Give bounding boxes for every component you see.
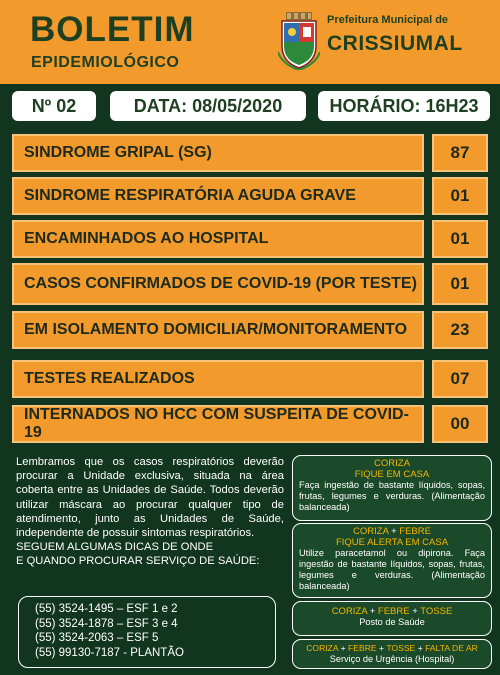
stat-label: SINDROME GRIPAL (SG): [12, 134, 424, 172]
tip-symptom: FEBRE: [377, 606, 410, 617]
tip-action: FIQUE EM CASA: [354, 469, 430, 480]
stat-row: [12, 263, 488, 305]
plus-sign: +: [340, 643, 346, 653]
stat-value: 23: [432, 311, 488, 349]
plus-sign: +: [412, 606, 418, 617]
tip-body: Utilize paracetamol ou dipirona. Faça ingestão de bastante líquidos, sopas, frutas, legumes e verduras. (Alimentação balanceada): [299, 548, 485, 591]
tip-body: Posto de Saúde: [359, 617, 425, 627]
tip-body: Serviço de Urgência (Hospital): [329, 654, 455, 664]
tip-card-coriza: [292, 455, 492, 521]
phone-list: [18, 596, 276, 668]
tip-symptoms: [299, 606, 485, 617]
municipality-name: CRISSIUMAL: [327, 32, 463, 55]
header-banner: [0, 0, 500, 84]
bulletin-date: DATA: 08/05/2020: [110, 91, 306, 121]
prefeitura-label: Prefeitura Municipal de: [327, 14, 449, 26]
phone-item: (55) 3524-1878 – ESF 3 e 4: [35, 617, 178, 630]
stat-value: 01: [432, 177, 488, 215]
stat-row: [12, 220, 488, 258]
plus-sign: +: [391, 526, 397, 537]
bulletin-subtitle: EPIDEMIOLÓGICO: [31, 54, 180, 71]
tip-symptom: TOSSE: [420, 606, 453, 617]
tip-symptom: CORIZA: [331, 606, 368, 617]
tip-symptom: CORIZA: [374, 458, 410, 469]
stat-value: 07: [432, 360, 488, 398]
stat-label: SINDROME RESPIRATÓRIA AGUDA GRAVE: [12, 177, 424, 215]
tip-symptoms: [299, 526, 485, 537]
stat-label: EM ISOLAMENTO DOMICILIAR/MONITORAMENTO: [12, 311, 424, 349]
stat-label: TESTES REALIZADOS: [12, 360, 424, 398]
tip-action: FIQUE ALERTA EM CASA: [335, 537, 449, 548]
stat-label: CASOS CONFIRMADOS DE COVID-19 (POR TESTE): [12, 263, 424, 305]
notice-paragraph: Lembramos que os casos respiratórios deverão procurar a Unidade exclusiva, situada na área coberta entre as Unidades de Saúde. Todos deverão utilizar máscara ao procurar qualquer tipo de atendimento, junto as Unidades de Saúde, independente de possuir sintomas respiratórios.: [16, 456, 284, 540]
stat-value: 00: [432, 405, 488, 443]
stat-row: [12, 360, 488, 398]
tip-symptoms: [299, 643, 485, 654]
tip-symptom: FALTA DE AR: [425, 643, 478, 653]
tip-card-tosse: [292, 601, 492, 636]
bulletin-title: BOLETIM: [30, 10, 195, 49]
phone-item: (55) 99130-7187 - PLANTÃO: [35, 646, 184, 659]
notice-text: [16, 455, 284, 569]
stat-value: 01: [432, 220, 488, 258]
municipal-crest-icon: [278, 12, 320, 70]
tip-body: Faça ingestão de bastante líquidos, sopas, frutas, legumes e verduras. (Alimentação balanceada): [299, 480, 485, 512]
tip-card-falta-de-ar: [292, 639, 492, 669]
stat-label: INTERNADOS NO HCC COM SUSPEITA DE COVID-19: [12, 405, 424, 443]
plus-sign: +: [369, 606, 376, 617]
plus-sign: +: [417, 643, 423, 653]
stat-value: 01: [432, 263, 488, 305]
bulletin-time: HORÁRIO: 16H23: [318, 91, 490, 121]
tip-symptom: FEBRE: [348, 643, 377, 653]
plus-sign: +: [379, 643, 385, 653]
stat-row: [12, 405, 488, 443]
notice-tail-line-2: E QUANDO PROCURAR SERVIÇO DE SAÚDE:: [16, 555, 260, 568]
bulletin-number: Nº 02: [12, 91, 96, 121]
stat-row: [12, 311, 488, 349]
tip-symptom: CORIZA: [306, 643, 339, 653]
stat-label: ENCAMINHADOS AO HOSPITAL: [12, 220, 424, 258]
tip-symptom: CORIZA: [353, 526, 389, 537]
stat-row: [12, 134, 488, 172]
phone-item: (55) 3524-1495 – ESF 1 e 2: [35, 603, 178, 615]
stat-value: 87: [432, 134, 488, 172]
phone-item: (55) 3524-2063 – ESF 5: [35, 632, 159, 644]
notice-tail-line-1: SEGUEM ALGUMAS DICAS DE ONDE: [16, 541, 214, 554]
stat-row: [12, 177, 488, 215]
tip-symptom: TOSSE: [386, 643, 416, 653]
tip-symptom: FEBRE: [399, 526, 431, 537]
tip-card-coriza-febre: [292, 523, 492, 598]
